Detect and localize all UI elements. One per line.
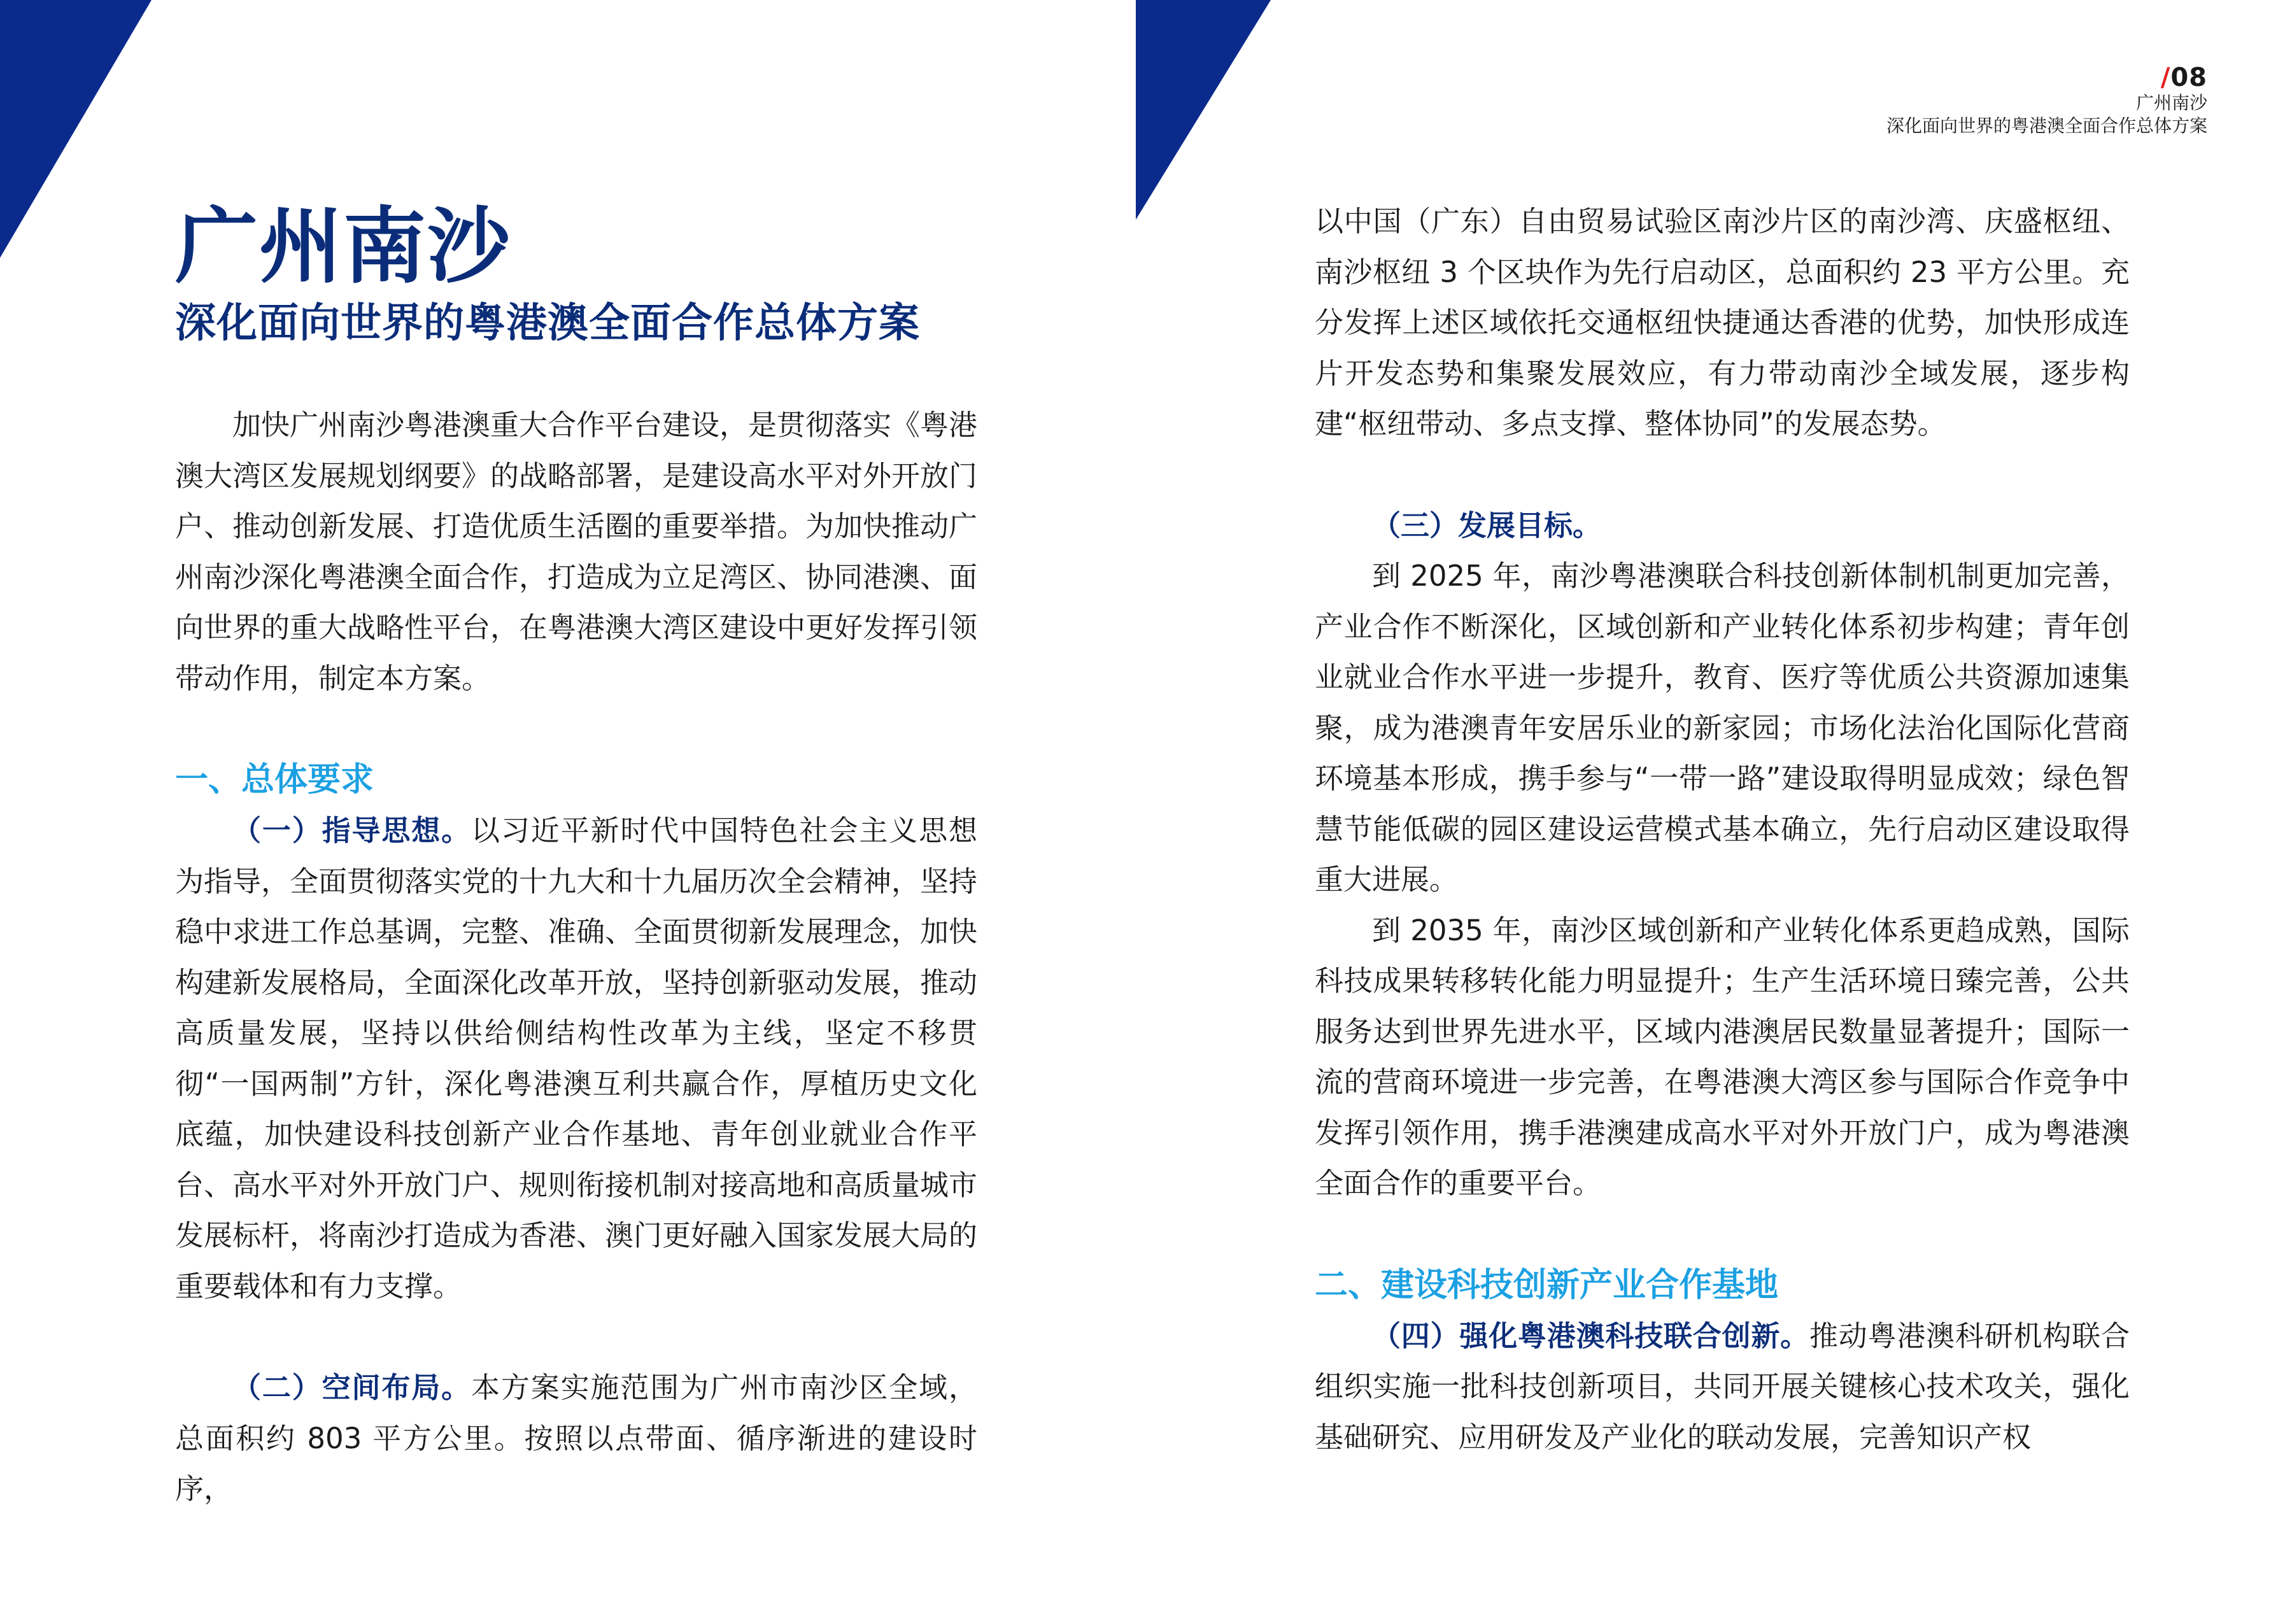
tech-innovation-text: 推动粤港澳科研机构联合组织实施一批科技创新项目，共同开展关键核心技术攻关，强化基础研究、应用研发及产业化的联动发展，完善知识产权 <box>1315 1318 2130 1454</box>
spatial-layout-continued: 以中国（广东）自由贸易试验区南沙片区的南沙湾、庆盛枢纽、南沙枢纽 3 个区块作为先行启动区，总面积约 23 平方公里。充分发挥上述区域依托交通枢纽快捷通达香港的优势，加快形成连片开发态势和集聚发展效应，有力带动南沙全域发展，逐步构建“枢纽带动、多点支撑、整体协同”的发展态势。 <box>1315 204 2130 441</box>
intro-paragraph: 加快广州南沙粤港澳重大合作平台建设，是贯彻落实《粤港澳大湾区发展规划纲要》的战略部署，是建设高水平对外开放门户、推动创新发展、打造优质生活圈的重要举措。为加快推动广州南沙深化粤港澳全面合作，打造成为立足湾区、协同港澳、面向世界的重大战略性平台，在粤港澳大湾区建设中更好发挥引领带动作用，制定本方案。 <box>175 408 978 695</box>
page-title: 广州南沙 <box>175 197 512 295</box>
spacer <box>175 703 977 754</box>
guiding-ideology-label: （一）指导思想。 <box>232 814 471 847</box>
running-subtitle: 深化面向世界的粤港澳全面合作总体方案 <box>1886 115 2207 136</box>
running-title: 广州南沙 <box>2135 92 2207 113</box>
spacer <box>1315 1209 2130 1260</box>
page-number-slash: / <box>2160 63 2171 92</box>
right-column <box>1315 196 2130 1462</box>
tech-innovation-label: （四）强化粤港澳科技联合创新。 <box>1372 1318 1809 1353</box>
spacer <box>1315 449 2130 500</box>
section-heading-1: 一、总体要求 <box>175 761 374 799</box>
section-heading-2: 二、建设科技创新产业合作基地 <box>1315 1266 1779 1304</box>
spatial-layout-text-left: 本方案实施范围为广州市南沙区全域，总面积约 803 平方公里。按照以点带面、循序渐进的建设时序， <box>175 1371 977 1506</box>
guiding-ideology-paragraph <box>175 805 977 1311</box>
goals-2035-paragraph: 到 2035 年，南沙区域创新和产业转化体系更趋成熟，国际科技成果转移转化能力明显提升；生产生活环境日臻完善，公共服务达到世界先进水平，区域内港澳居民数量显著提升；国际一流的营商环境进一步完善，在粤港澳大湾区参与国际合作竞争中发挥引领作用，携手港澳建成高水平对外开放门户，成为粤港澳全面合作的重要平台。 <box>1315 913 2130 1200</box>
spatial-layout-paragraph <box>175 1362 977 1515</box>
development-goals-label-line <box>1315 500 2130 551</box>
development-goals-label: （三）发展目标。 <box>1372 508 1602 542</box>
page-number <box>1634 64 2207 92</box>
spatial-layout-label: （二）空间布局。 <box>232 1371 471 1404</box>
left-column <box>175 400 977 1515</box>
page-subtitle: 深化面向世界的粤港澳全面合作总体方案 <box>175 299 920 347</box>
guiding-ideology-text: 以习近平新时代中国特色社会主义思想为指导，全面贯彻落实党的十九大和十九届历次全会精神，坚持稳中求进工作总基调，完整、准确、全面贯彻新发展理念，加快构建新发展格局，全面深化改革开放，坚持创新驱动发展，推动高质量发展，坚持以供给侧结构性改革为主线，坚定不移贯彻“一国两制”方针，深化粤港澳互利共赢合作，厚植历史文化底蕴，加快建设科技创新产业合作基地、青年创业就业合作平台、高水平对外开放门户、规则衔接机制对接高地和高质量城市发展标杆，将南沙打造成为香港、澳门更好融入国家发展大局的重要载体和有力支撑。 <box>175 814 978 1303</box>
right-corner-triangle-icon <box>1136 0 1276 223</box>
spacer <box>175 1311 977 1362</box>
tech-innovation-paragraph <box>1315 1311 2130 1463</box>
left-corner-triangle-icon <box>0 0 153 261</box>
page-number-value: 08 <box>2170 63 2207 92</box>
goals-2025-paragraph: 到 2025 年，南沙粤港澳联合科技创新体制机制更加完善，产业合作不断深化，区域创新和产业转化体系初步构建；青年创业就业合作水平进一步提升，教育、医疗等优质公共资源加速集聚，成为港澳青年安居乐业的新家园；市场化法治化国际化营商环境基本形成，携手参与“一带一路”建设取得明显成效；绿色智慧节能低碳的园区建设运营模式基本确立，先行启动区建设取得重大进展。 <box>1315 559 2130 896</box>
running-header <box>1634 64 2207 138</box>
